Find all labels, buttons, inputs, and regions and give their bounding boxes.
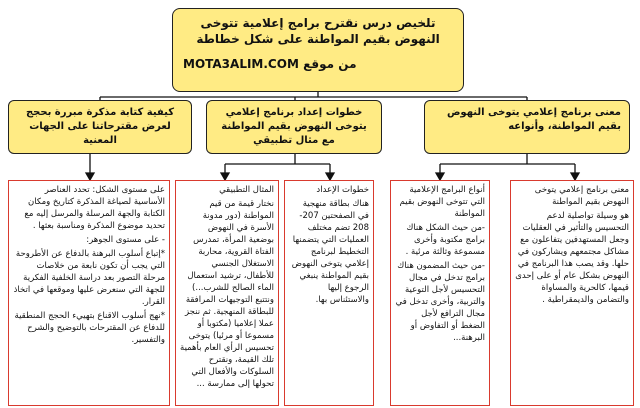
meaning-body: هو وسيلة تواصلية لدعم التحسيس والتأثير في العقليات وجعل المستهدفين يتفاعلون مع مشاكل مجتمعهم ويشاركون في حلها. وقد يصب هذا البرنامج في النهوض بشكل عام أو على إحدى قيمها، كالحرية والمساواة والتضامن والديمقراطية . bbox=[515, 211, 629, 305]
arrowhead-left-leaf bbox=[86, 173, 94, 180]
arrowhead-types-leaf bbox=[436, 173, 444, 180]
example-body: نختار قيمة من قيم المواطنة (دور مدونة الأسرة في النهوض بوضعية المرأة، تمدرس الفتاة القروية، محاربة الاستغلال الجنسي للأطفال، ترشيد استعمال الماء الصالح للشرب...) ونتتبع التوجيهات المرافقة للبطاقة المنهجية. ثم ننجز عملا إعلاميا (مكتوبا أو مسموعا أو مرئيا) يتوخى تحسيس الرأي العام بأهمية تلك القيمة، ونقترح السلوكات والأفعال التي تحولها إلى ممارسة ... bbox=[180, 199, 274, 389]
example-heading: المثال التطبيقي bbox=[219, 185, 274, 195]
root-site-name: MOTA3ALIM.COM bbox=[183, 57, 299, 71]
branch-memo bbox=[8, 100, 192, 154]
memo-persuasion: *نهج أسلوب الاقناع بتهييء الحجج المنطقية للدفاع عن المقترحات بالتوضيح والشرح والتفسير. bbox=[14, 311, 165, 345]
types-content: -من حيث المضمون هناك برامج تدخل في مجال التحسيس لأجل التوعية والتربية، وأخرى تدخل في مجال الترافع لأجل الضغط أو التفاوض أو البرهنة... bbox=[395, 261, 485, 343]
leaf-example bbox=[175, 180, 279, 406]
branch-memo-label: كيفية كتابة مذكرة مبررة بحجج لعرض مقترحاتنا على الجهات المعنية bbox=[25, 107, 175, 146]
branch-meaning-label: معنى برنامج إعلامي يتوخى النهوض بقيم المواطنة، وأنواعه bbox=[446, 107, 621, 132]
leaf-types bbox=[390, 180, 490, 406]
root-node bbox=[172, 8, 464, 92]
steps-heading: خطوات الإعداد bbox=[316, 185, 369, 195]
branch-steps-label: خطوات إعداد برنامج إعلامي يتوخى النهوض بقيم المواطنة مع مثال تطبيقي bbox=[221, 107, 367, 146]
leaf-memo bbox=[8, 180, 170, 406]
types-form: -من حيث الشكل هناك برامج مكتوبة وأخرى مسموعة وثالثة مرئية . bbox=[405, 223, 485, 257]
meaning-heading: معنى برنامج إعلامي يتوخى النهوض بقيم المواطنة bbox=[534, 185, 629, 207]
leaf-steps bbox=[284, 180, 374, 406]
types-heading: أنواع البرامج الإعلامية التي تتوخى النهوض بقيم المواطنة bbox=[399, 185, 485, 219]
memo-argument: *إتباع أسلوب البرهنة بالدفاع عن الأطروحة التي يجب أن تكون نابعة من خلاصات مرحلة التصور بعد دراسة الخلفية الفكرية للجهة التي سنعرض عليها وموقعها في اتخاذ القرار. bbox=[13, 249, 165, 307]
arrowhead-steps-leaf bbox=[326, 173, 334, 180]
branch-steps bbox=[206, 100, 382, 154]
root-title: تلخيص درس نقترح برامج إعلامية تتوخى النهوض بقيم المواطنة على شكل خطاطة bbox=[196, 16, 440, 46]
steps-body: هناك بطاقة منهجية في الصفحتين 207-208 تضم مختلف العمليات التي يتضمنها التخطيط لبرنامج إعلامي يتوخى النهوض بقيم المواطنة ينبغي الرجوع إليها والاستئناس بها. bbox=[291, 199, 369, 305]
arrowhead-meaning-leaf bbox=[571, 173, 579, 180]
leaf-meaning bbox=[510, 180, 634, 406]
arrowhead-example-leaf bbox=[221, 173, 229, 180]
memo-form: على مستوى الشكل: تحدد العناصر الأساسية لصياغة المذكرة كتاريخ ومكان الكتابة والجهة المرسلة والمرسل إليه مع تحديد موضوع المذكرة ومناسبة بعثها . bbox=[24, 185, 165, 231]
root-source bbox=[183, 57, 453, 71]
memo-substance-heading: - على مستوى الجوهر: bbox=[86, 235, 165, 245]
branch-meaning bbox=[424, 100, 630, 154]
root-site-prefix: من موقع bbox=[303, 57, 357, 71]
